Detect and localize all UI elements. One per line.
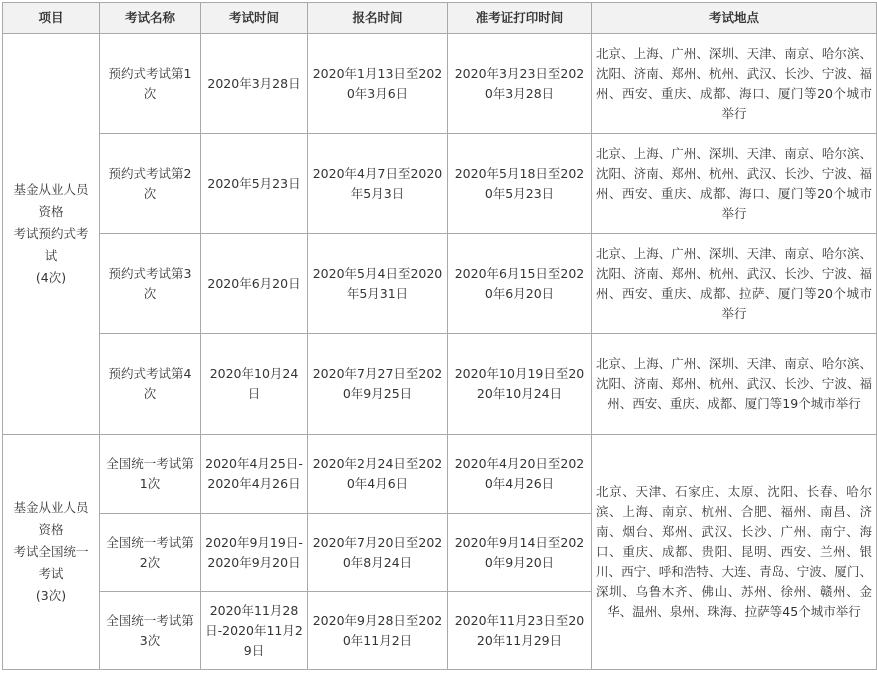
project-cell (3, 34, 100, 435)
exam-time-cell: 2020年6月20日 (201, 234, 308, 334)
print-time-cell: 2020年3月23日至2020年3月28日 (448, 34, 592, 134)
header-project: 项目 (3, 3, 100, 34)
project-line: (3次) (35, 588, 67, 603)
table-row (3, 34, 877, 134)
header-admission-print-time: 准考证打印时间 (448, 3, 592, 34)
location-cell: 北京、上海、广州、深圳、天津、南京、哈尔滨、沈阳、济南、郑州、杭州、武汉、长沙、宁波、福州、西安、重庆、成都、海口、厦门等20个城市举行 (592, 34, 877, 134)
exam-time-cell: 2020年11月28日-2020年11月29日 (201, 592, 308, 670)
registration-time-cell: 2020年1月13日至2020年3月6日 (308, 34, 448, 134)
location-cell: 北京、上海、广州、深圳、天津、南京、哈尔滨、沈阳、济南、郑州、杭州、武汉、长沙、宁波、福州、西安、重庆、成都、海口、厦门等20个城市举行 (592, 134, 877, 234)
exam-name-cell: 预约式考试第1次 (100, 34, 201, 134)
exam-name-cell: 全国统一考试第3次 (100, 592, 201, 670)
project-line: (4次) (35, 270, 67, 285)
location-cell: 北京、上海、广州、深圳、天津、南京、哈尔滨、沈阳、济南、郑州、杭州、武汉、长沙、宁波、福州、西安、重庆、成都、厦门等19个城市举行 (592, 334, 877, 435)
print-time-cell: 2020年5月18日至2020年5月23日 (448, 134, 592, 234)
exam-name-cell: 全国统一考试第1次 (100, 435, 201, 514)
exam-time-cell: 2020年10月24日 (201, 334, 308, 435)
project-line: 考试预约式考 (13, 226, 89, 241)
table-row (3, 334, 877, 435)
header-exam-name: 考试名称 (100, 3, 201, 34)
exam-name-cell: 预约式考试第4次 (100, 334, 201, 435)
exam-time-cell: 2020年4月25日-2020年4月26日 (201, 435, 308, 514)
table-row (3, 134, 877, 234)
header-row (3, 3, 877, 34)
print-time-cell: 2020年9月14日至2020年9月20日 (448, 514, 592, 592)
project-line: 考试 (38, 566, 64, 581)
registration-time-cell: 2020年2月24日至2020年4月6日 (308, 435, 448, 514)
location-cell: 北京、天津、石家庄、太原、沈阳、长春、哈尔滨、上海、南京、杭州、合肥、福州、南昌、济南、烟台、郑州、武汉、长沙、广州、南宁、海口、重庆、成都、贵阳、昆明、西安、兰州、银川、西宁、呼和浩特、大连、青岛、宁波、厦门、深圳、乌鲁木齐、佛山、苏州、徐州、赣州、金华、温州、泉州、珠海、拉萨等45个城市举行 (592, 435, 877, 670)
exam-time-cell: 2020年9月19日-2020年9月20日 (201, 514, 308, 592)
exam-name-cell: 预约式考试第2次 (100, 134, 201, 234)
exam-name-cell: 预约式考试第3次 (100, 234, 201, 334)
header-registration-time: 报名时间 (308, 3, 448, 34)
project-line: 试 (44, 248, 58, 263)
project-line: 基金从业人员 (13, 500, 89, 515)
project-line: 基金从业人员 (13, 182, 89, 197)
exam-schedule-table (2, 2, 877, 670)
registration-time-cell: 2020年4月7日至2020年5月3日 (308, 134, 448, 234)
project-line: 考试全国统一 (13, 544, 89, 559)
project-line: 资格 (38, 522, 64, 537)
header-exam-location: 考试地点 (592, 3, 877, 34)
registration-time-cell: 2020年5月4日至2020年5月31日 (308, 234, 448, 334)
project-cell (3, 435, 100, 670)
exam-name-cell: 全国统一考试第2次 (100, 514, 201, 592)
print-time-cell: 2020年11月23日至2020年11月29日 (448, 592, 592, 670)
table-row (3, 234, 877, 334)
registration-time-cell: 2020年7月20日至2020年8月24日 (308, 514, 448, 592)
registration-time-cell: 2020年9月28日至2020年11月2日 (308, 592, 448, 670)
print-time-cell: 2020年10月19日至2020年10月24日 (448, 334, 592, 435)
project-line: 资格 (38, 204, 64, 219)
print-time-cell: 2020年6月15日至2020年6月20日 (448, 234, 592, 334)
print-time-cell: 2020年4月20日至2020年4月26日 (448, 435, 592, 514)
exam-time-cell: 2020年3月28日 (201, 34, 308, 134)
exam-time-cell: 2020年5月23日 (201, 134, 308, 234)
location-cell: 北京、上海、广州、深圳、天津、南京、哈尔滨、沈阳、济南、郑州、杭州、武汉、长沙、宁波、福州、西安、重庆、成都、拉萨、厦门等20个城市举行 (592, 234, 877, 334)
table-row (3, 435, 877, 514)
registration-time-cell: 2020年7月27日至2020年9月25日 (308, 334, 448, 435)
header-exam-time: 考试时间 (201, 3, 308, 34)
